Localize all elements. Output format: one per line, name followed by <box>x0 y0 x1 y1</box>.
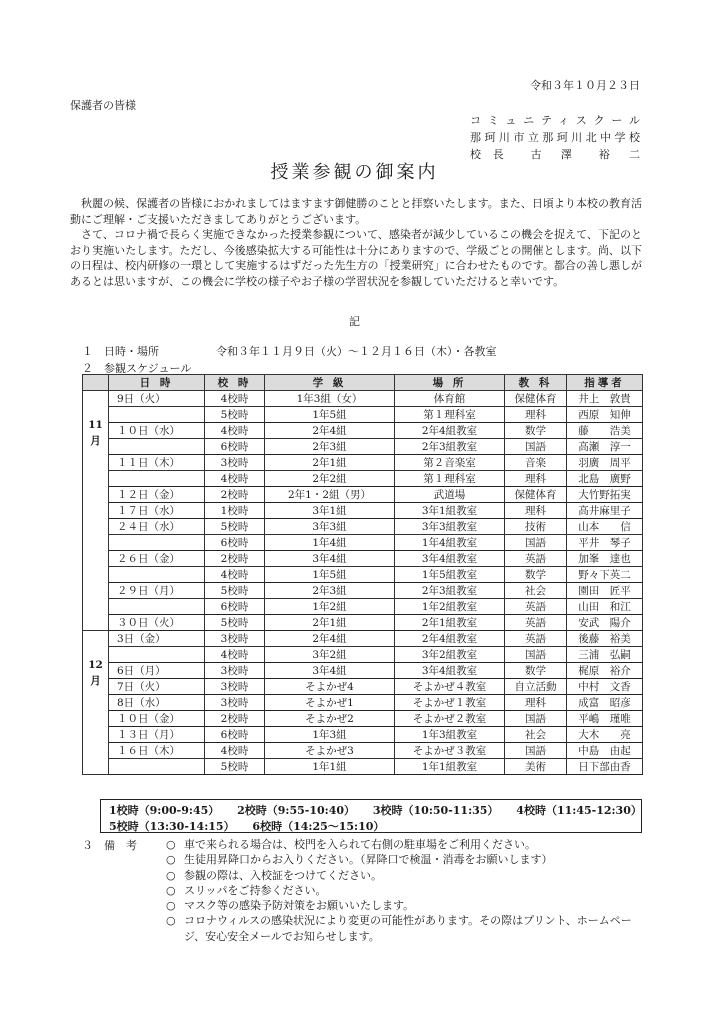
schedule-table <box>82 374 643 775</box>
date-cell <box>109 759 205 775</box>
bullet-icon: ○ <box>166 868 176 882</box>
table-row <box>83 711 643 727</box>
sender-block <box>470 112 640 163</box>
subject-cell: 英語 <box>505 615 567 631</box>
class-cell: 2年1組 <box>265 455 395 471</box>
period-time: 6校時（14:25～15:10） <box>252 820 385 833</box>
place-cell: そよかぜ１教室 <box>395 695 505 711</box>
note-text: スリッパをご持参ください。 <box>184 883 327 897</box>
subject-cell: 理科 <box>505 695 567 711</box>
period-cell: 5校時 <box>205 759 265 775</box>
teacher-cell: 安武 陽介 <box>567 615 643 631</box>
period-cell: 5校時 <box>205 583 265 599</box>
column-header: 指導者 <box>567 375 643 391</box>
period-time: 3校時（10:50-11:35） <box>372 804 499 817</box>
place-cell: 2年3組教室 <box>395 439 505 455</box>
month-cell: 11 月 <box>83 391 109 631</box>
period-cell: 5校時 <box>205 407 265 423</box>
place-cell: 2年4組教室 <box>395 423 505 439</box>
subject-cell: 自立活動 <box>505 679 567 695</box>
place-cell: 1年5組教室 <box>395 567 505 583</box>
class-cell: 1年5組 <box>265 407 395 423</box>
table-row <box>83 615 643 631</box>
subject-cell: 国語 <box>505 439 567 455</box>
class-cell: 1年3組 <box>265 727 395 743</box>
date-cell: ２４日（水） <box>109 519 205 535</box>
date-cell <box>109 535 205 551</box>
class-cell: そよかぜ1 <box>265 695 395 711</box>
place-cell: 1年1組教室 <box>395 759 505 775</box>
subject-cell: 社会 <box>505 727 567 743</box>
period-cell: 6校時 <box>205 535 265 551</box>
table-row <box>83 727 643 743</box>
place-cell: 3年1組教室 <box>395 503 505 519</box>
period-cell: 4校時 <box>205 743 265 759</box>
place-cell: 1年4組教室 <box>395 535 505 551</box>
note-item <box>166 852 646 867</box>
date-cell <box>109 439 205 455</box>
subject-cell: 英語 <box>505 631 567 647</box>
column-header: 校 時 <box>205 375 265 391</box>
teacher-cell: 藤 浩美 <box>567 423 643 439</box>
table-row <box>83 759 643 775</box>
teacher-cell: 成富 昭彦 <box>567 695 643 711</box>
date-cell <box>109 567 205 583</box>
subject-cell: 国語 <box>505 647 567 663</box>
sender-line: 那珂川市立那珂川北中学校 <box>470 131 640 144</box>
period-time: 5校時（13:30-14:15） <box>109 820 235 833</box>
table-row <box>83 695 643 711</box>
teacher-cell: 大木 亮 <box>567 727 643 743</box>
table-row <box>83 663 643 679</box>
teacher-cell: 梶原 裕介 <box>567 663 643 679</box>
table-row <box>83 567 643 583</box>
subject-cell: 国語 <box>505 535 567 551</box>
date-cell: 9日（火） <box>109 391 205 407</box>
table-row <box>83 391 643 407</box>
class-cell: 1年3組（女） <box>265 391 395 407</box>
table-row <box>83 519 643 535</box>
note-item <box>166 913 646 944</box>
date-cell: 3日（金） <box>109 631 205 647</box>
item-schedule: ２ 参観スケジュール <box>82 362 192 375</box>
teacher-cell: 高井麻里子 <box>567 503 643 519</box>
place-cell: 第２音楽室 <box>395 455 505 471</box>
ki-heading: 記 <box>349 315 360 328</box>
note-item <box>166 883 646 898</box>
date-cell: １２日（金） <box>109 487 205 503</box>
subject-cell: 英語 <box>505 599 567 615</box>
date-cell: 6日（月） <box>109 663 205 679</box>
table-row <box>83 583 643 599</box>
table-row <box>83 535 643 551</box>
sender-line: 校 長 古 澤 裕 二 <box>470 148 640 161</box>
class-cell: 3年1組 <box>265 503 395 519</box>
date-cell <box>109 471 205 487</box>
table-row <box>83 471 643 487</box>
subject-cell: 保健体育 <box>505 487 567 503</box>
teacher-cell: 園田 匠平 <box>567 583 643 599</box>
class-cell: 2年3組 <box>265 439 395 455</box>
place-cell: 第１理科室 <box>395 407 505 423</box>
place-cell: 1年3組教室 <box>395 727 505 743</box>
table-row <box>83 631 643 647</box>
class-cell: 3年3組 <box>265 519 395 535</box>
period-cell: 2校時 <box>205 711 265 727</box>
table-row <box>83 599 643 615</box>
item-date-place <box>82 343 497 359</box>
table-header-row <box>83 375 643 391</box>
date-cell: ２６日（金） <box>109 551 205 567</box>
notes-heading: ３ 備 考 <box>82 839 137 852</box>
place-cell: 2年3組教室 <box>395 583 505 599</box>
place-cell: そよかぜ４教室 <box>395 679 505 695</box>
date-cell <box>109 599 205 615</box>
teacher-cell: 山田 和江 <box>567 599 643 615</box>
table-row <box>83 743 643 759</box>
sender-line: コミュニティスクール <box>470 114 640 127</box>
date-cell: １３日（月） <box>109 727 205 743</box>
note-text: 生徒用昇降口からお入りください。（昇降口で検温・消毒をお願いします） <box>184 853 553 867</box>
note-text: マスク等の感染予防対策をお願いいたします。 <box>184 899 415 913</box>
period-cell: 3校時 <box>205 631 265 647</box>
class-cell: 2年1組 <box>265 615 395 631</box>
bullet-icon: ○ <box>166 838 176 851</box>
date-cell: ３０日（火） <box>109 615 205 631</box>
teacher-cell: 羽廣 周平 <box>567 455 643 471</box>
date-cell: １６日（木） <box>109 743 205 759</box>
bullet-icon: ○ <box>166 883 176 897</box>
recipient: 保護者の皆様 <box>70 99 136 112</box>
item-label: １ 日時・場所 <box>82 345 159 358</box>
subject-cell: 数学 <box>505 567 567 583</box>
column-header: 教 科 <box>505 375 567 391</box>
note-item <box>166 868 646 883</box>
class-cell: 3年4組 <box>265 663 395 679</box>
note-text: コロナウィルスの感染状況により変更の可能性があります。その際はプリント、ホームページ、安心安全メールでお知らせします。 <box>184 914 632 943</box>
teacher-cell: 加峯 達也 <box>567 551 643 567</box>
place-cell: 2年1組教室 <box>395 615 505 631</box>
body-text <box>70 196 642 289</box>
period-cell: 2校時 <box>205 551 265 567</box>
subject-cell: 社会 <box>505 583 567 599</box>
subject-cell: 美術 <box>505 759 567 775</box>
period-cell: 3校時 <box>205 663 265 679</box>
bullet-icon: ○ <box>166 914 176 928</box>
bullet-icon: ○ <box>166 853 176 867</box>
bullet-icon: ○ <box>166 899 176 913</box>
place-cell: 3年2組教室 <box>395 647 505 663</box>
date-cell: 8日（水） <box>109 695 205 711</box>
teacher-cell: 西原 知伸 <box>567 407 643 423</box>
document-title: 授業参観の御案内 <box>270 162 439 183</box>
teacher-cell: 大竹野拓実 <box>567 487 643 503</box>
period-time: 4校時（11:45-12:30） <box>516 804 642 817</box>
place-cell: そよかぜ２教室 <box>395 711 505 727</box>
class-cell: そよかぜ3 <box>265 743 395 759</box>
date-cell <box>109 407 205 423</box>
teacher-cell: 中島 由起 <box>567 743 643 759</box>
period-cell: 3校時 <box>205 695 265 711</box>
period-time: 1校時（9:00-9:45） <box>109 804 220 817</box>
teacher-cell: 井上 敦貴 <box>567 391 643 407</box>
subject-cell: 理科 <box>505 503 567 519</box>
paragraph: 秋麗の候、保護者の皆様におかれましてはますます御健勝のことと拝察いたします。また、日頃より本校の教育活動にご理解・ご支援いただきましてありがとうございます。 <box>70 197 642 226</box>
period-cell: 2校時 <box>205 487 265 503</box>
period-time: 2校時（9:55-10:40） <box>237 804 356 817</box>
note-text: 車で来られる場合は、校門を入られて右側の駐車場をご利用ください。 <box>184 838 536 851</box>
table-row <box>83 679 643 695</box>
period-cell: 3校時 <box>205 679 265 695</box>
place-cell: 第１理科室 <box>395 471 505 487</box>
table-row <box>83 439 643 455</box>
date-cell: 7日（火） <box>109 679 205 695</box>
place-cell: 1年2組教室 <box>395 599 505 615</box>
table-row <box>83 551 643 567</box>
period-cell: 4校時 <box>205 471 265 487</box>
column-header: 場 所 <box>395 375 505 391</box>
month-cell: 12 月 <box>83 631 109 775</box>
item-value: 令和３年１１月９日（火）～１２月１６日（木）・各教室 <box>216 345 497 358</box>
class-cell: 2年4組 <box>265 631 395 647</box>
period-cell: 5校時 <box>205 519 265 535</box>
subject-cell: 理科 <box>505 407 567 423</box>
class-cell: 1年5組 <box>265 567 395 583</box>
note-item <box>166 898 646 913</box>
class-cell: 2年4組 <box>265 423 395 439</box>
teacher-cell: 平井 琴子 <box>567 535 643 551</box>
subject-cell: 音楽 <box>505 455 567 471</box>
period-cell: 3校時 <box>205 455 265 471</box>
column-header: 学 級 <box>265 375 395 391</box>
class-cell: 1年4組 <box>265 535 395 551</box>
note-item <box>166 837 646 852</box>
subject-cell: 国語 <box>505 711 567 727</box>
period-cell: 1校時 <box>205 503 265 519</box>
period-cell: 5校時 <box>205 615 265 631</box>
table-row <box>83 647 643 663</box>
place-cell: そよかぜ３教室 <box>395 743 505 759</box>
place-cell: 2年4組教室 <box>395 631 505 647</box>
teacher-cell: 平嶋 瑾唯 <box>567 711 643 727</box>
period-cell: 4校時 <box>205 423 265 439</box>
class-cell: 1年1組 <box>265 759 395 775</box>
class-cell: 3年4組 <box>265 551 395 567</box>
date-cell: １７日（水） <box>109 503 205 519</box>
table-row <box>83 455 643 471</box>
period-cell: 4校時 <box>205 391 265 407</box>
subject-cell: 英語 <box>505 551 567 567</box>
teacher-cell: 野々下英二 <box>567 567 643 583</box>
issue-date: 令和３年１０月２３日 <box>530 79 640 92</box>
date-cell: １１日（木） <box>109 455 205 471</box>
teacher-cell: 三浦 弘嗣 <box>567 647 643 663</box>
date-cell: ２９日（月） <box>109 583 205 599</box>
table-row <box>83 423 643 439</box>
notes-list <box>166 837 646 944</box>
teacher-cell: 中村 文香 <box>567 679 643 695</box>
subject-cell: 技術 <box>505 519 567 535</box>
period-cell: 6校時 <box>205 727 265 743</box>
place-cell: 武道場 <box>395 487 505 503</box>
paragraph: さて、コロナ禍で長らく実施できなかった授業参観について、感染者が減少しているこの機会を捉えて、下記のとおり実施いたします。ただし、今後感染拡大する可能性は十分にありますので、学級ごとの開催とします。尚、以下の日程は、校内研修の一環として実施するはずだった先生方の「授業研究」に合わせたものです。都合の善し悪しがあるとは思いますが、この機会に学校の様子やお子様の学習状況を参観していただけると幸いです。 <box>70 228 642 288</box>
class-cell: 2年2組 <box>265 471 395 487</box>
table-row <box>83 407 643 423</box>
subject-cell: 数学 <box>505 663 567 679</box>
teacher-cell: 後藤 裕美 <box>567 631 643 647</box>
date-cell: １０日（金） <box>109 711 205 727</box>
header-blank <box>83 375 109 391</box>
class-cell: そよかぜ4 <box>265 679 395 695</box>
class-cell: 2年1・2組（男） <box>265 487 395 503</box>
teacher-cell: 北島 廣野 <box>567 471 643 487</box>
class-cell: そよかぜ2 <box>265 711 395 727</box>
period-cell: 6校時 <box>205 599 265 615</box>
teacher-cell: 山本 信 <box>567 519 643 535</box>
place-cell: 体育館 <box>395 391 505 407</box>
subject-cell: 国語 <box>505 743 567 759</box>
class-cell: 1年2組 <box>265 599 395 615</box>
date-cell <box>109 647 205 663</box>
teacher-cell: 日下部由香 <box>567 759 643 775</box>
table-row <box>83 487 643 503</box>
period-times-box <box>100 799 642 833</box>
subject-cell: 数学 <box>505 423 567 439</box>
teacher-cell: 高瀬 淳一 <box>567 439 643 455</box>
place-cell: 3年4組教室 <box>395 663 505 679</box>
period-cell: 4校時 <box>205 647 265 663</box>
column-header: 日 時 <box>109 375 205 391</box>
subject-cell: 理科 <box>505 471 567 487</box>
note-text: 参観の際は、入校証をつけてください。 <box>184 868 382 882</box>
place-cell: 3年3組教室 <box>395 519 505 535</box>
period-cell: 4校時 <box>205 567 265 583</box>
place-cell: 3年4組教室 <box>395 551 505 567</box>
table-row <box>83 503 643 519</box>
class-cell: 2年3組 <box>265 583 395 599</box>
period-cell: 6校時 <box>205 439 265 455</box>
date-cell: １０日（水） <box>109 423 205 439</box>
class-cell: 3年2組 <box>265 647 395 663</box>
subject-cell: 保健体育 <box>505 391 567 407</box>
